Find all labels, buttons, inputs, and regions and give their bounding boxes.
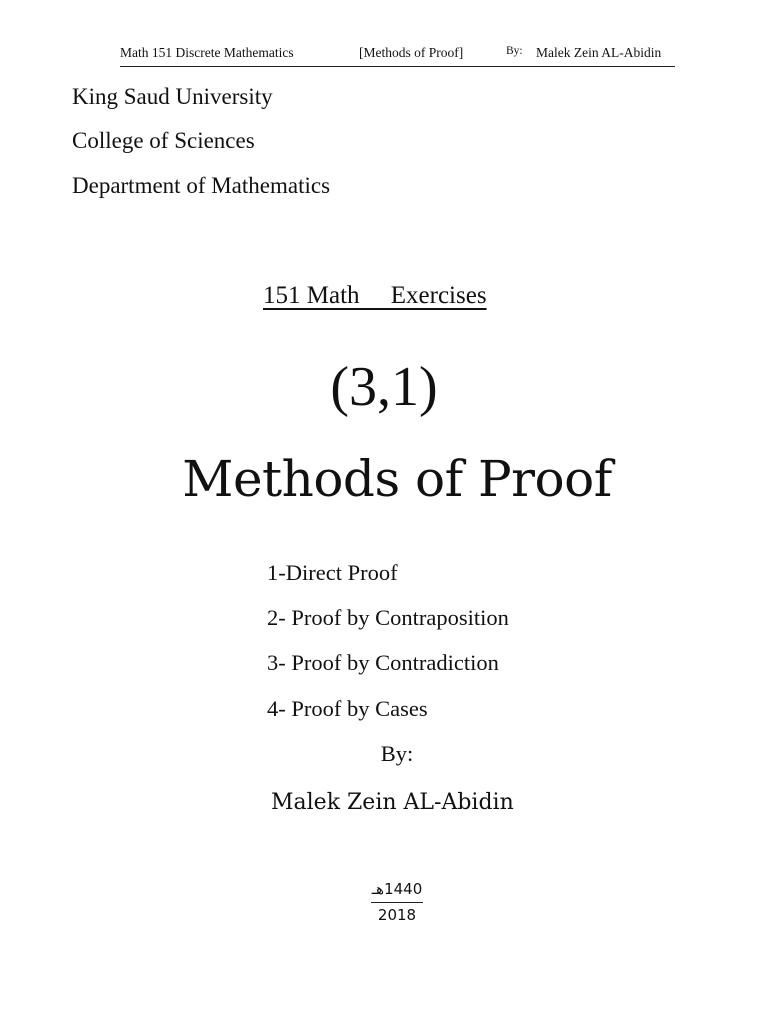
- main-title: Methods of Proof: [182, 450, 612, 508]
- header-topic: [Methods of Proof]: [359, 45, 464, 60]
- header-course: Math 151 Discrete Mathematics: [120, 45, 294, 60]
- by-label: By:: [380, 741, 414, 766]
- header-author: Malek Zein AL-Abidin: [536, 45, 662, 60]
- header-by-label: By:: [506, 45, 523, 57]
- method-item: 1-Direct Proof: [267, 560, 398, 585]
- college-name: College of Sciences: [72, 128, 255, 153]
- year-gregorian: 2018: [377, 906, 417, 924]
- department-name: Department of Mathematics: [72, 173, 331, 198]
- course-title: 151 Math Exercises: [263, 282, 487, 309]
- university-name: King Saud University: [72, 84, 273, 109]
- author-name: Malek Zein AL-Abidin: [271, 790, 514, 815]
- year-hijri: 1440هـ: [371, 880, 423, 903]
- section-number: (3,1): [330, 356, 438, 418]
- method-item: 4- Proof by Cases: [267, 696, 428, 721]
- year-block: [371, 880, 423, 924]
- method-item: 3- Proof by Contradiction: [267, 650, 499, 675]
- method-item: 2- Proof by Contraposition: [267, 605, 509, 630]
- running-header: [120, 44, 675, 67]
